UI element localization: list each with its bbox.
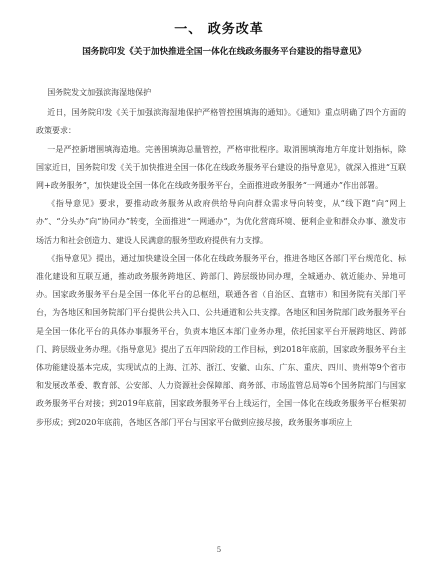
- article-body: [36, 84, 406, 432]
- paragraph: 《指导意见》要求，要推动政务服务从政府供给导向向群众需求导向转变，从“线下跑”向“网上办”、“分头办”向“协同办”转变，全面推进“一网通办”，为优化营商环境、便利企业和群众办事、激发市场活力和社会创造力、建设人民满意的服务型政府提供有力支撑。: [36, 199, 406, 245]
- paragraph: 国务院发文加强滨海湿地保护: [47, 88, 152, 97]
- paragraph: 一是严控新增围填海造地。完善围填海总量管控，严格审批程序。取消围填海地方年度计划指标，除国家近日，国务院印发《关于加快推进全国一体化在线政务服务平台建设的指导意见》，就深入推进“互联网+政务服务”，加快建设全国一体化在线政务服务平台，全面推进政务服务“一网通办”作出部署。: [36, 144, 406, 191]
- section-title: 一、 政务改革: [174, 22, 264, 37]
- paragraph: 近日，国务院印发《关于加强滨海湿地保护严格管控围填海的通知》。《通知》重点明确了四个方面的政策要求：: [36, 108, 406, 136]
- paragraph: 《指导意见》提出，通过加快建设全国一体化在线政务服务平台，推进各地区各部门平台规范化、标准化建设和互联互通，推动政务服务跨地区、跨部门、跨层级协同办理，全城通办、就近能办、异地可办。国家政务服务平台是全国一体化平台的总枢纽，联通各省（自治区、直辖市）和国务院有关部门平台，为各地区和国务院部门平台提供公共入口、公共通道和公共支撑。各地区和国务院部门政务服务平台是全国一体化平台的具体办事服务平台，负责本地区本部门业务办理，依托国家平台开展跨地区、跨部门、跨层级业务办理。《指导意见》提出了五年四阶段的工作目标，到2018年底前，国家政务服务平台主体功能建设基本完成，实现试点的上海、江苏、浙江、安徽、山东、广东、重庆、四川、贵州等9个省市和发展改革委、教育部、公安部、人力资源社会保障部、商务部、市场监管总局等6个国务院部门与国家政务服务平台对接；到2019年底前，国家政务服务平台上线运行，全国一体化在线政务服务平台框架初步形成；到2020年底前，各地区各部门平台与国家平台做到应接尽接，政务服务事项应上: [36, 253, 406, 427]
- article-subtitle: 国务院印发《关于加快推进全国一体化在线政务服务平台建设的指导意见》: [82, 47, 366, 57]
- page-number: 5: [216, 546, 222, 554]
